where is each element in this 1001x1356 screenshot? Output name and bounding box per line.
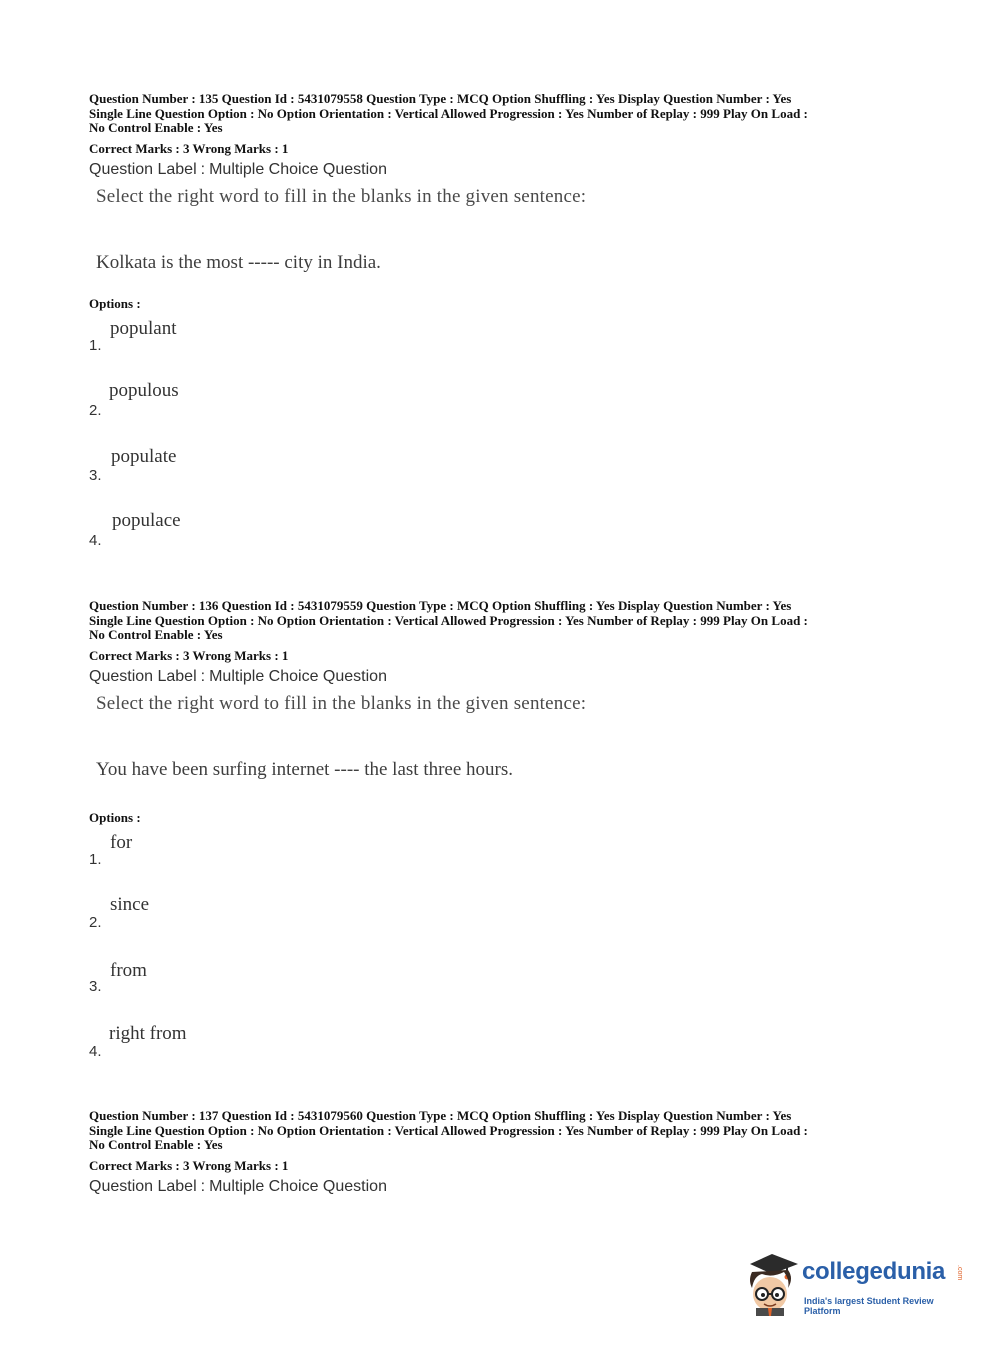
question-label-key: Question Label <box>89 160 197 178</box>
logo-wordmark: collegedunia <box>802 1258 946 1285</box>
logo-tagline: India's largest Student Review Platform <box>804 1296 934 1316</box>
option-2-number: 2. <box>89 402 102 419</box>
options-heading: Options : <box>89 296 141 311</box>
question-marks: Correct Marks : 3 Wrong Marks : 1 <box>89 140 289 156</box>
question-label-value: Multiple Choice Question <box>209 667 387 685</box>
question-meta: Question Number : 137 Question Id : 5431079560 Question Type : MCQ Option Shuffling : Yes Display Question Number : Yes Single Line Question Option : No Option Orientation : Vertical Allowed Progression : Yes Number of Replay : 999 Play On Load : No Control Enable : Yes <box>89 1108 808 1152</box>
question-sentence: You have been surfing internet ---- the last three hours. <box>96 759 514 780</box>
option-4-number: 4. <box>89 1043 102 1060</box>
question-135-header <box>89 92 919 179</box>
question-136-header <box>89 599 919 686</box>
question-marks: Correct Marks : 3 Wrong Marks : 1 <box>89 647 289 663</box>
option-2-text[interactable]: since <box>110 894 150 915</box>
mascot-icon <box>742 1250 802 1316</box>
logo-suffix: .com <box>956 1265 963 1281</box>
question-label: Question Label : Multiple Choice Question <box>89 667 387 685</box>
question-label-value: Multiple Choice Question <box>209 1177 387 1195</box>
question-marks: Correct Marks : 3 Wrong Marks : 1 <box>89 1157 289 1173</box>
option-4-text[interactable]: right from <box>109 1023 187 1044</box>
option-1-text[interactable]: populant <box>110 318 177 339</box>
question-sentence: Kolkata is the most ----- city in India. <box>96 252 381 273</box>
option-1-number: 1. <box>89 851 102 868</box>
question-label: Question Label : Multiple Choice Question <box>89 1177 387 1195</box>
option-2-text[interactable]: populous <box>109 380 179 401</box>
question-prompt: Select the right word to fill in the blanks in the given sentence: <box>96 693 587 714</box>
question-label-key: Question Label <box>89 1177 197 1195</box>
question-meta: Question Number : 136 Question Id : 5431079559 Question Type : MCQ Option Shuffling : Yes Display Question Number : Yes Single Line Question Option : No Option Orientation : Vertical Allowed Progression : Yes Number of Replay : 999 Play On Load : No Control Enable : Yes <box>89 598 808 642</box>
option-3-text[interactable]: populate <box>111 446 177 467</box>
option-3-text[interactable]: from <box>110 960 147 981</box>
question-prompt: Select the right word to fill in the blanks in the given sentence: <box>96 186 587 207</box>
options-heading: Options : <box>89 810 141 825</box>
option-1-number: 1. <box>89 337 102 354</box>
question-label-value: Multiple Choice Question <box>209 160 387 178</box>
question-137-header <box>89 1109 919 1196</box>
question-label-key: Question Label <box>89 667 197 685</box>
question-meta: Question Number : 135 Question Id : 5431079558 Question Type : MCQ Option Shuffling : Yes Display Question Number : Yes Single Line Question Option : No Option Orientation : Vertical Allowed Progression : Yes Number of Replay : 999 Play On Load : No Control Enable : Yes <box>89 91 808 135</box>
question-label: Question Label : Multiple Choice Question <box>89 160 387 178</box>
collegedunia-logo[interactable] <box>742 1250 972 1320</box>
option-3-number: 3. <box>89 978 102 995</box>
option-3-number: 3. <box>89 467 102 484</box>
option-4-number: 4. <box>89 532 102 549</box>
option-1-text[interactable]: for <box>110 832 133 853</box>
option-4-text[interactable]: populace <box>112 510 181 531</box>
option-2-number: 2. <box>89 914 102 931</box>
